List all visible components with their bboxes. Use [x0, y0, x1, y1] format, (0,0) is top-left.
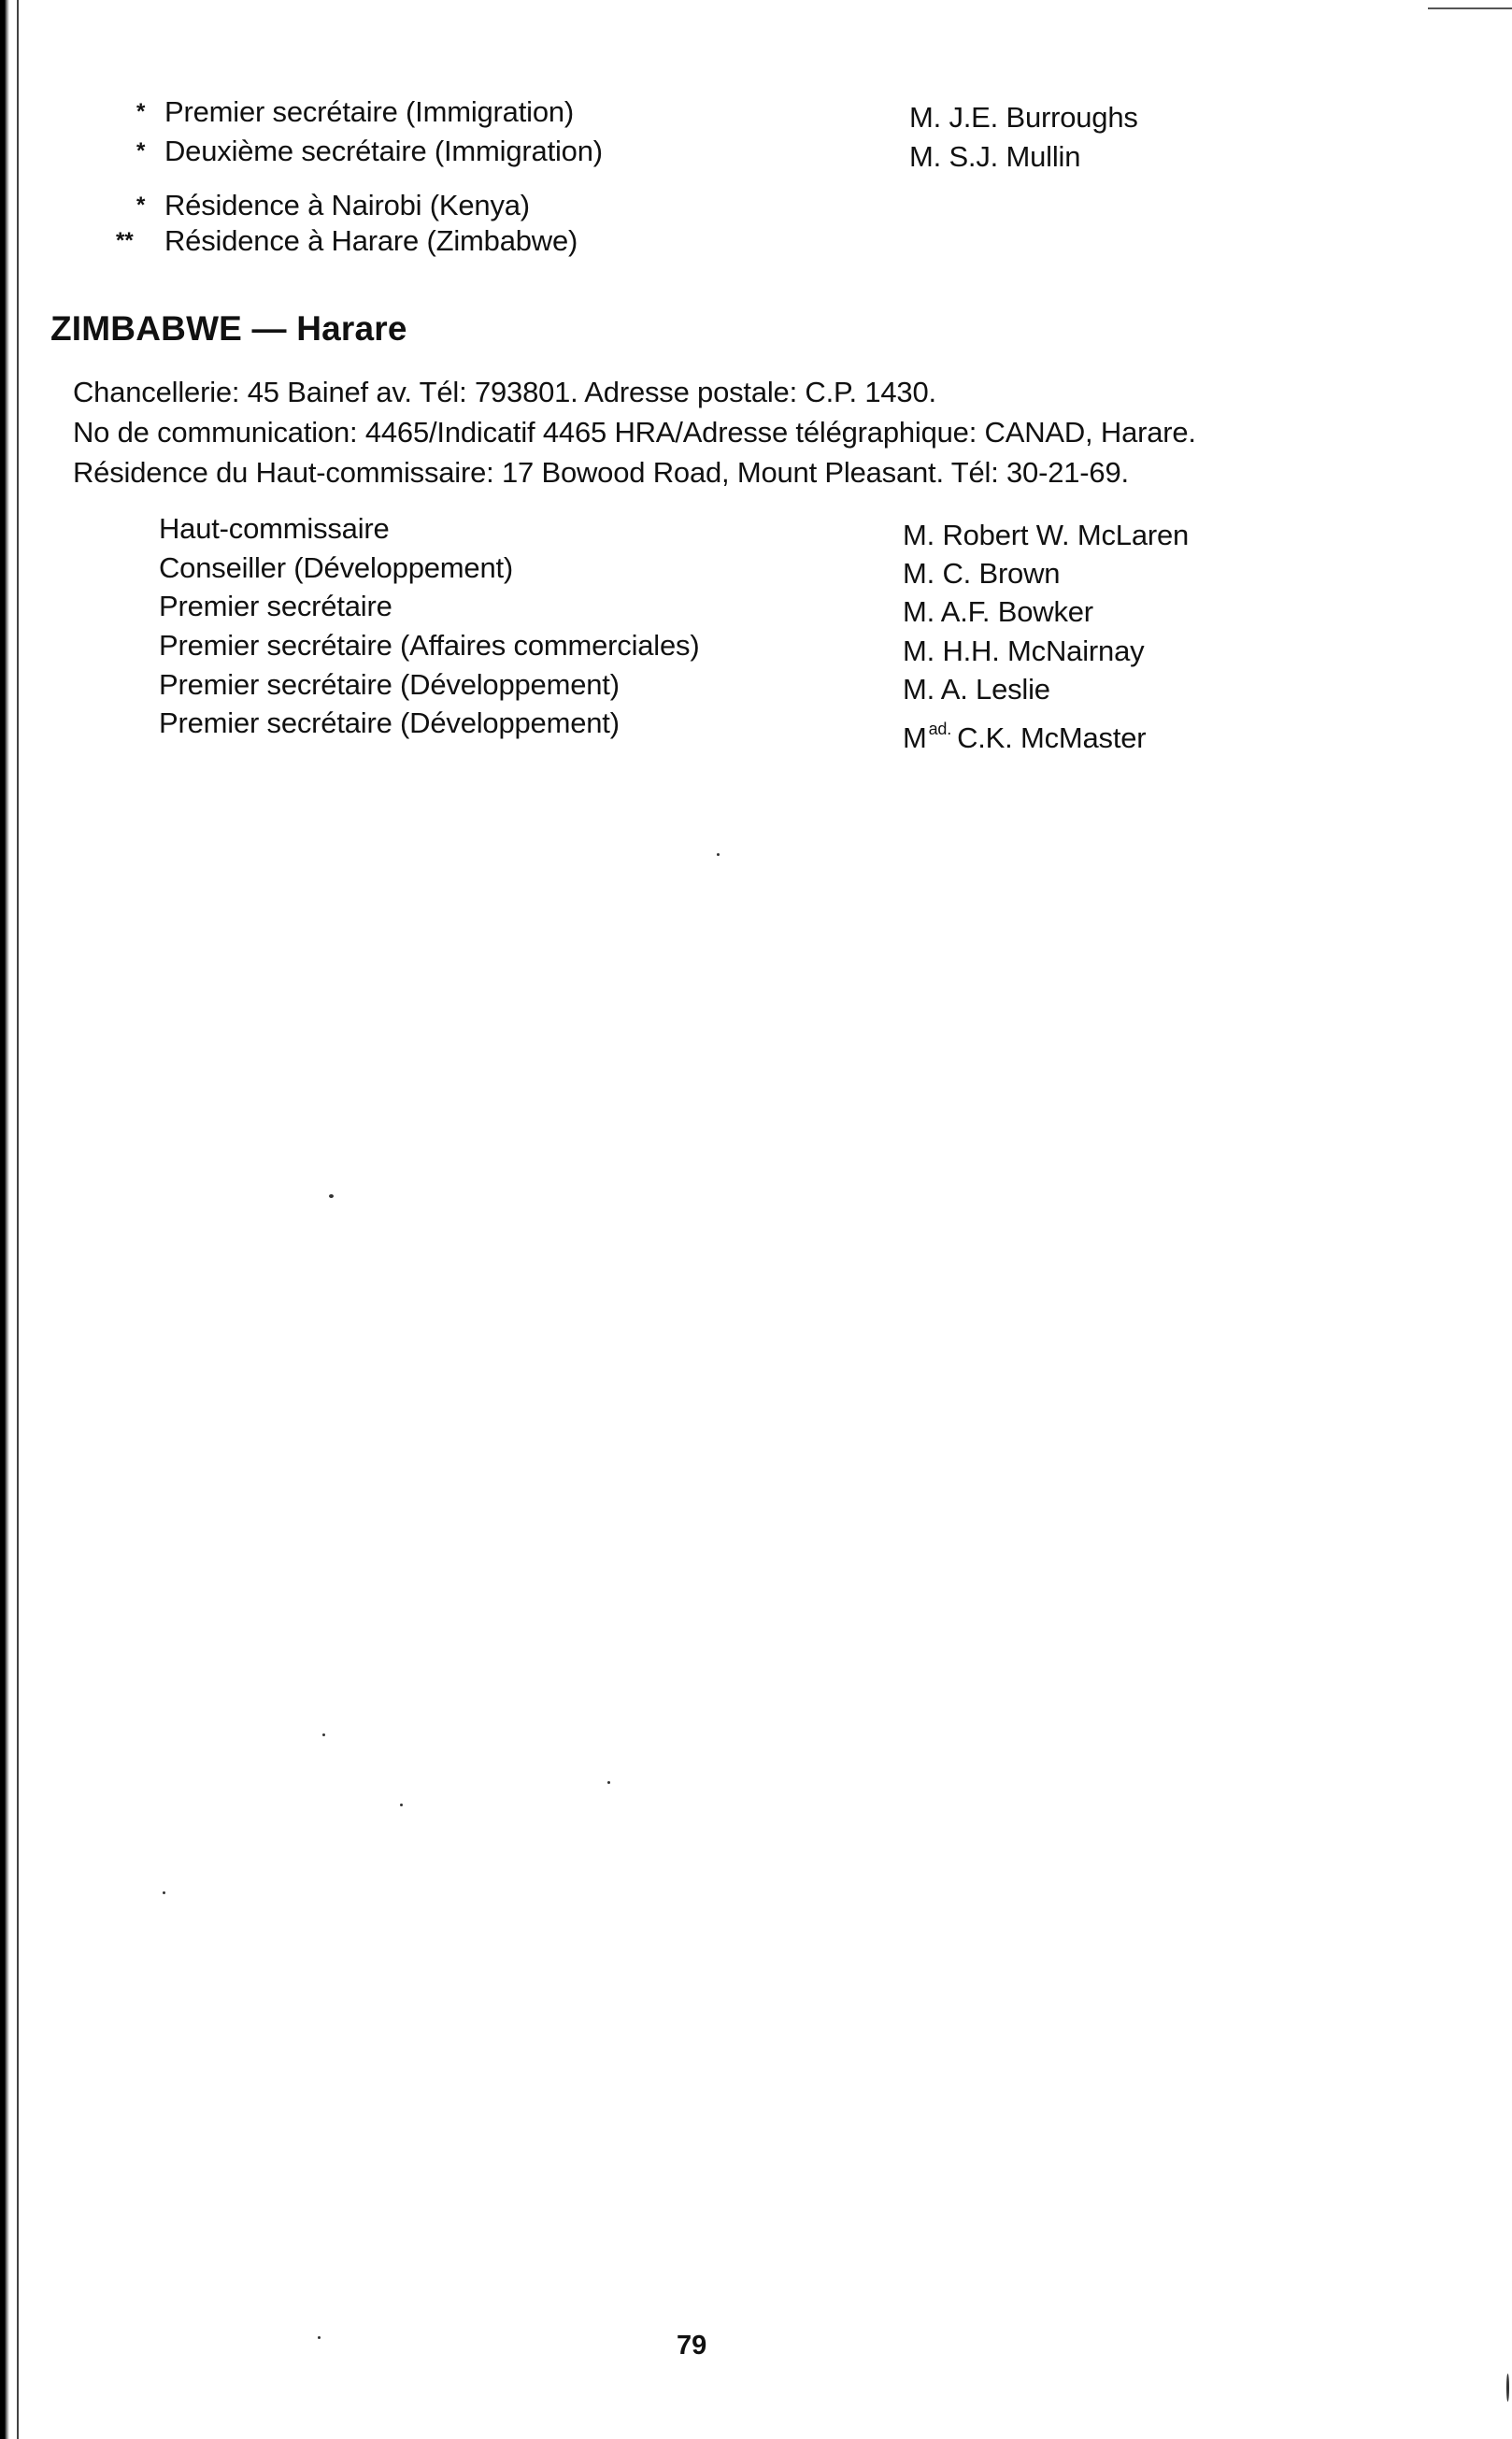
name-prefix: M	[903, 721, 927, 754]
page-number: 79	[677, 2331, 707, 2361]
scan-speck	[400, 1804, 403, 1806]
staff-name: M. J.E. Burroughs	[909, 101, 1138, 134]
staff-title: Premier secrétaire (Immigration)	[164, 95, 575, 128]
name-rest: C.K. McMaster	[957, 721, 1147, 754]
binding-line	[17, 0, 19, 2439]
staff-name: M. C. Brown	[903, 557, 1061, 590]
staff-title: Haut-commissaire	[159, 512, 390, 545]
scan-speck	[329, 1194, 334, 1198]
staff-title: Premier secrétaire (Affaires commerciales)	[159, 629, 700, 662]
address-line: Résidence du Haut-commissaire: 17 Bowood Road, Mount Pleasant. Tél: 30-21-69.	[73, 456, 1129, 489]
scan-speck	[607, 1781, 610, 1784]
scan-speck	[322, 1733, 325, 1736]
scan-speck	[717, 853, 720, 856]
section-heading: ZIMBABWE — Harare	[50, 309, 407, 348]
scan-speck	[1506, 2374, 1509, 2402]
address-line: Chancellerie: 45 Bainef av. Tél: 793801. Adresse postale: C.P. 1430.	[73, 376, 936, 408]
staff-title: Premier secrétaire	[159, 590, 392, 622]
staff-name: M. A.F. Bowker	[903, 595, 1093, 628]
binding-edge	[0, 0, 9, 2439]
name-superscript: ad.	[928, 720, 952, 738]
staff-title: Deuxième secrétaire (Immigration)	[164, 135, 603, 167]
staff-title: Conseiller (Développement)	[159, 551, 514, 584]
staff-title: Premier secrétaire (Développement)	[159, 706, 620, 739]
footnote-marker: *	[136, 138, 146, 164]
residence-note: Résidence à Nairobi (Kenya)	[164, 189, 530, 221]
top-rule	[1428, 7, 1512, 9]
footnote-marker: *	[136, 193, 146, 218]
staff-name: M. A. Leslie	[903, 673, 1050, 706]
residence-note: Résidence à Harare (Zimbabwe)	[164, 224, 578, 257]
footnote-marker: *	[136, 99, 146, 124]
address-line: No de communication: 4465/Indicatif 4465 HRA/Adresse télégraphique: CANAD, Harare.	[73, 416, 1196, 449]
staff-name: M. H.H. McNairnay	[903, 635, 1145, 667]
staff-name: M. Robert W. McLaren	[903, 519, 1190, 551]
scan-speck	[163, 1891, 165, 1894]
footnote-marker: **	[116, 228, 134, 253]
staff-name: M. S.J. Mullin	[909, 140, 1081, 173]
staff-title: Premier secrétaire (Développement)	[159, 668, 620, 701]
staff-name	[903, 710, 1146, 757]
scan-speck	[318, 2336, 321, 2339]
